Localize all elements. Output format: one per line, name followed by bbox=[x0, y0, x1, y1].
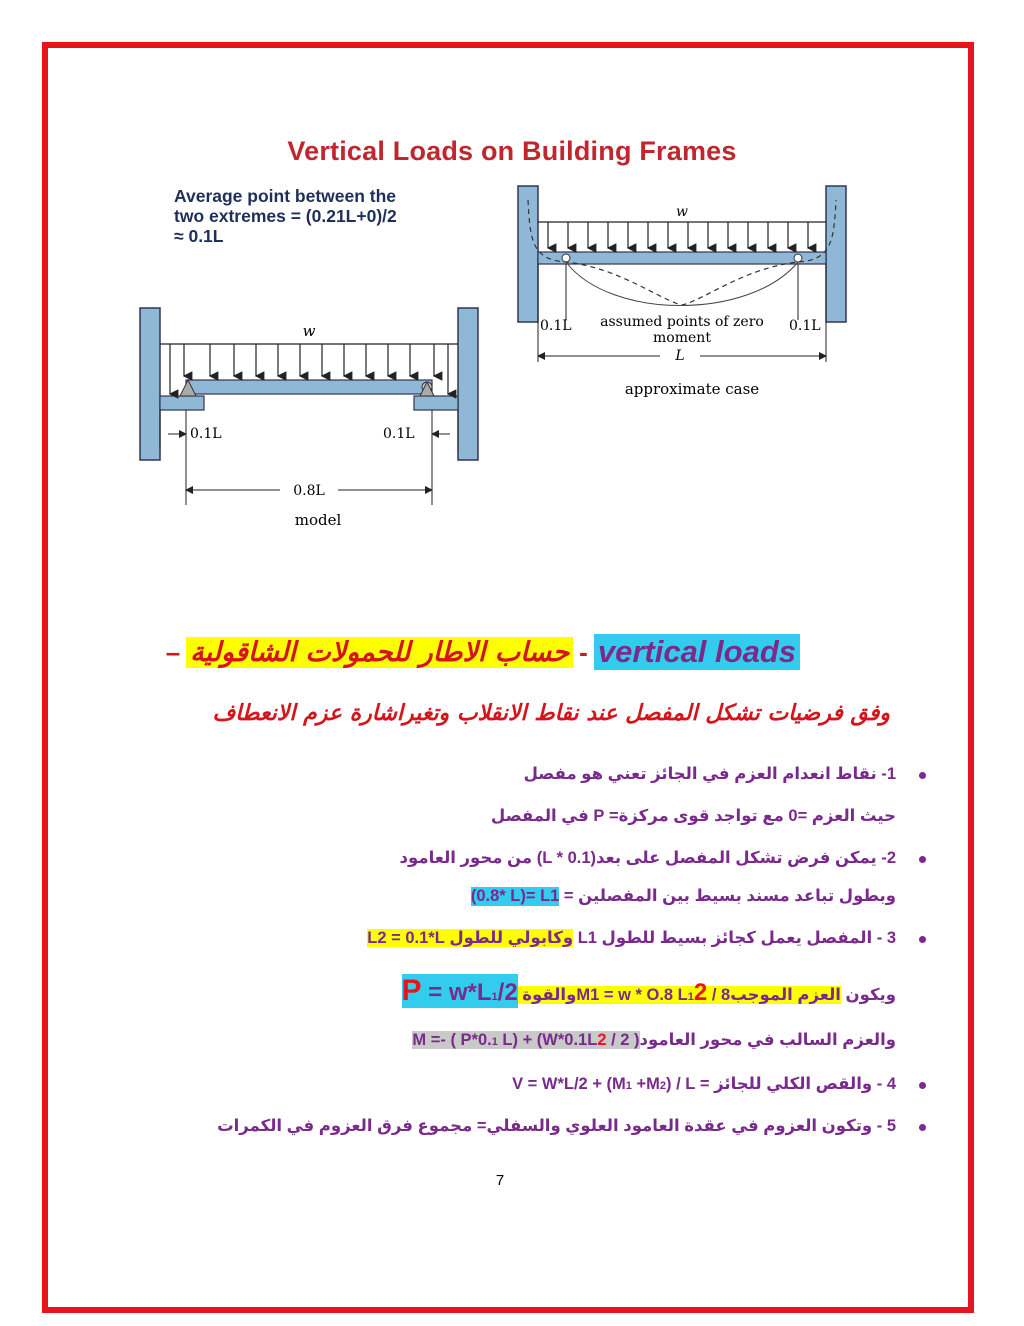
subheading: وفق فرضيات تشكل المفصل عند نقاط الانقلاب وتغيراشارة عزم الانعطاف bbox=[212, 700, 890, 726]
item-4-sub1: 1 bbox=[625, 1080, 632, 1092]
item-2-e: (0.8* L)= L1 bbox=[470, 887, 560, 905]
model-left-stub bbox=[160, 396, 204, 410]
approx-left-hinge bbox=[562, 254, 570, 262]
approx-beam bbox=[538, 252, 826, 264]
item-5: 5 - وتكون العزوم في عقدة العامود العلوي والسفلي= مجموع فرق العزوم في الكمرات bbox=[217, 1117, 896, 1135]
model-right-column bbox=[458, 308, 478, 460]
approx-span-dim: L bbox=[675, 348, 685, 364]
approx-mid-label-1: assumed points of zero bbox=[600, 314, 764, 330]
approx-right-hinge bbox=[794, 254, 802, 262]
item-3d-g1: ( 2 / bbox=[606, 1031, 640, 1049]
approx-right-dim: 0.1L bbox=[789, 318, 821, 334]
avg-line-1: Average point between the bbox=[174, 186, 397, 206]
item-3d-g4: L) + (W*0.1L bbox=[497, 1031, 598, 1049]
item-2-b: L * 0.1 bbox=[542, 849, 591, 867]
item-3c-y2c: = w*L bbox=[421, 979, 492, 1006]
item-4-sub2: 2 bbox=[659, 1080, 666, 1092]
item-3c-y2d: /2 bbox=[497, 979, 518, 1006]
item-3-moments bbox=[402, 974, 897, 1008]
heading-english: vertical loads bbox=[594, 634, 800, 670]
avg-line-3: ≈ 0.1L bbox=[174, 226, 224, 246]
heading-arabic: حساب الاطار للحمولات الشاقولية bbox=[186, 637, 573, 668]
heading-separator: - bbox=[579, 636, 588, 667]
item-1-detail: حيث العزم =0 مع تواجد قوى مركزة= P في المفصل bbox=[490, 807, 896, 825]
model-load-label: w bbox=[302, 322, 316, 340]
approx-moment-curve bbox=[566, 262, 798, 306]
model-beam bbox=[186, 380, 432, 394]
item-3d-pre: والعزم السالب في محور العامود bbox=[639, 1031, 896, 1049]
heading-trailing-dash: – bbox=[165, 636, 181, 667]
item-3-a: 3 - المفصل يعمل كجائز بسيط للطول L1 bbox=[573, 929, 896, 947]
item-3d-g3sub: 1 bbox=[491, 1036, 498, 1048]
section-heading bbox=[160, 628, 800, 676]
model-span-dim: 0.8L bbox=[293, 483, 325, 499]
item-2-detail bbox=[471, 886, 896, 906]
model-left-dim: 0.1L bbox=[190, 426, 222, 442]
model-right-stub bbox=[414, 396, 458, 410]
frame-diagrams bbox=[0, 0, 1024, 600]
item-2-a: 2- يمكن فرض تشكل المفصل على بعد( bbox=[590, 849, 896, 867]
avg-line-2: two extremes = (0.21L+0)/2 bbox=[174, 206, 397, 226]
approx-load-label: w bbox=[676, 204, 688, 220]
item-3 bbox=[367, 928, 896, 948]
page-number: 7 bbox=[495, 1172, 505, 1189]
approx-left-dim: 0.1L bbox=[540, 318, 572, 334]
item-3c-pre: ويكون bbox=[840, 986, 896, 1004]
item-3d-g3: M =- ( P*0. bbox=[412, 1031, 492, 1049]
item-2 bbox=[400, 848, 896, 868]
approx-left-column bbox=[518, 186, 538, 322]
figure-title: Vertical Loads on Building Frames bbox=[287, 136, 737, 166]
model-left-column bbox=[140, 308, 160, 460]
item-4-a: 4 - والقص الكلي للجائز = bbox=[695, 1075, 896, 1093]
item-3c-y1sub: 1 bbox=[687, 991, 694, 1003]
approx-load-arrows bbox=[548, 222, 808, 248]
item-3c-y2b: P bbox=[401, 974, 422, 1007]
item-4 bbox=[512, 1074, 896, 1094]
model-right-dim: 0.1L bbox=[383, 426, 415, 442]
item-4-b: V = W*L/2 + (M bbox=[512, 1075, 626, 1093]
item-3-b: وكابولي للطول L2 = 0.1*L bbox=[367, 929, 574, 947]
item-2-c: ) من محور العامود bbox=[399, 849, 543, 867]
item-3c-y2a: والقوة bbox=[517, 986, 577, 1004]
item-2-d: وبطول تباعد مسند بسيط بين المفصلين = bbox=[559, 887, 896, 905]
item-3c-y2sub: 1 bbox=[491, 991, 498, 1003]
item-3c-y1b: 2 bbox=[693, 979, 708, 1006]
item-3c-y1c: M1 = w * O.8 L bbox=[576, 986, 688, 1004]
item-3d-g2: 2 bbox=[597, 1031, 607, 1049]
item-4-c: +M bbox=[631, 1075, 660, 1093]
item-4-d: ) / L bbox=[666, 1075, 696, 1093]
item-3-negative-moment bbox=[412, 1030, 896, 1050]
item-1: 1- نقاط انعدام العزم في الجائز تعني هو مفصل bbox=[523, 765, 896, 783]
approx-caption: approximate case bbox=[624, 380, 760, 398]
item-3c-y1a: العزم الموجب8 / bbox=[707, 986, 841, 1004]
approx-mid-label-2: moment bbox=[653, 330, 711, 346]
model-caption: model bbox=[294, 511, 342, 529]
